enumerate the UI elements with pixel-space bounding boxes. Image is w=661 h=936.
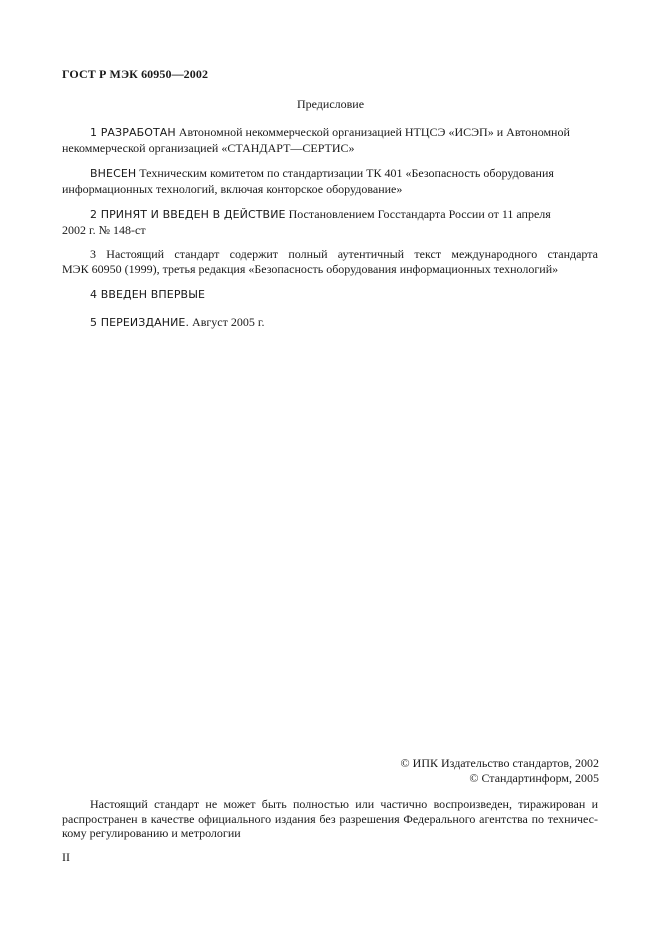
item-lead: 5 ПЕРЕИЗДАНИЕ.: [90, 316, 190, 329]
foreword-item-introduced: [62, 166, 598, 196]
reproduction-notice: [62, 797, 598, 841]
paragraph-line: [62, 125, 598, 141]
paragraph-line: 3 Настоящий стандарт содержит полный аутентичный текст международного стандарта: [90, 247, 598, 261]
notice-line: распространен в качестве официального издания без разрешения Федерального агентства по техничес-: [62, 811, 598, 826]
item-lead: ВНЕСЕН: [90, 167, 137, 180]
foreword-item-reissue: [62, 315, 598, 331]
standard-code: ГОСТ Р МЭК 60950—2002: [62, 67, 209, 81]
copyright-line: © ИПК Издательство стандартов, 2002: [400, 756, 599, 770]
item-lead: 4 ВВЕДЕН ВПЕРВЫЕ: [90, 288, 206, 301]
notice-line: кому регулированию и метрологии: [62, 826, 241, 840]
foreword-item-developed: [62, 125, 598, 155]
notice-line: Настоящий стандарт не может быть полностью или частично воспроизведен, тиражирован и: [90, 797, 598, 811]
paragraph-line: [62, 287, 598, 303]
foreword-item-first-introduced: [62, 287, 598, 303]
paragraph-line: [62, 207, 598, 223]
item-text: Автономной некоммерческой организацией НТЦСЭ «ИСЭП» и Автономной: [175, 125, 570, 139]
paragraph-line: [62, 166, 598, 182]
copyright-line: © Стандартинформ, 2005: [469, 770, 599, 785]
paragraph-line: некоммерческой организацией «СТАНДАРТ—СЕРТИС»: [62, 140, 355, 155]
section-title: Предисловие: [296, 97, 365, 111]
foreword-item-content: [62, 247, 598, 276]
item-text: Август 2005 г.: [189, 315, 265, 329]
item-lead: 2 ПРИНЯТ И ВВЕДЕН В ДЕЙСТВИЕ: [90, 208, 286, 221]
copyright-block: [401, 756, 599, 785]
paragraph-line: МЭК 60950 (1999), третья редакция «Безопасность оборудования информационных технологий»: [62, 261, 559, 276]
paragraph-line: 2002 г. № 148-ст: [62, 222, 146, 237]
paragraph-line: информационных технологий, включая конторское оборудование»: [62, 181, 403, 196]
paragraph-line: [62, 315, 598, 331]
item-lead: 1 РАЗРАБОТАН: [90, 126, 176, 139]
foreword-item-adopted: [62, 207, 598, 237]
item-text: Постановлением Госстандарта России от 11 апреля: [285, 207, 551, 221]
page-number: II: [62, 850, 70, 864]
item-text: Техническим комитетом по стандартизации ТК 401 «Безопасность оборудования: [136, 166, 554, 180]
